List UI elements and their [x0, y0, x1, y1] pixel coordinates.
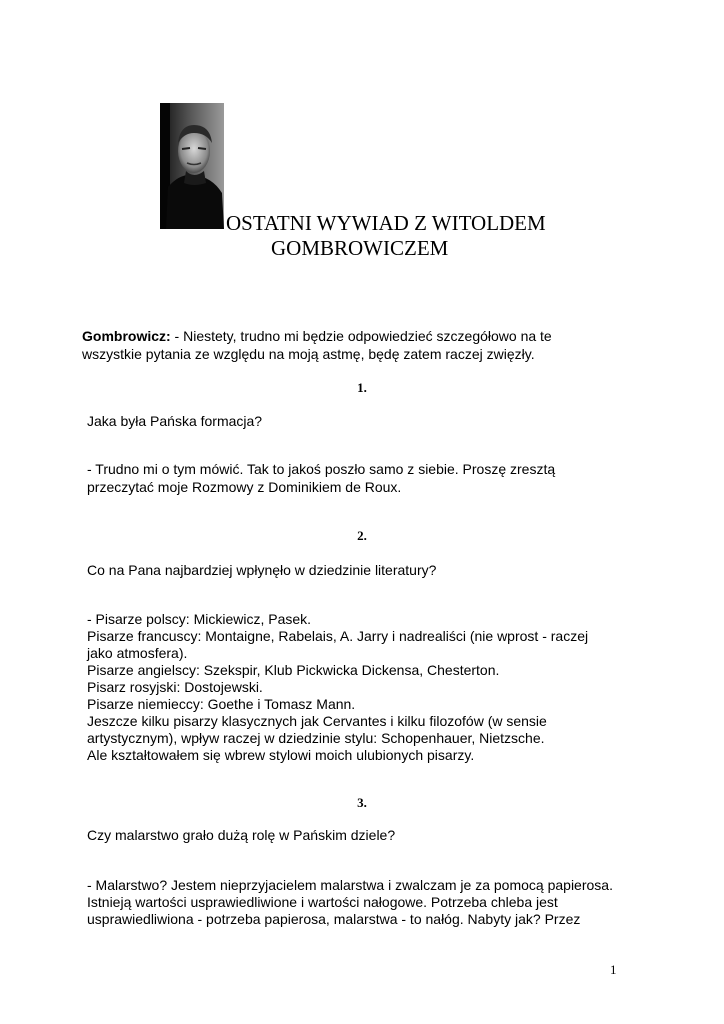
- question-2: Co na Pana najbardziej wpłynęło w dziedzinie literatury?: [87, 562, 437, 578]
- page-number: 1: [610, 962, 617, 977]
- answer-1-line-2: przeczytać moje Rozmowy z Dominikiem de Roux.: [87, 479, 402, 495]
- question-1: Jaka była Pańska formacja?: [87, 413, 263, 429]
- answer-2-line-7: Jeszcze kilku pisarzy klasycznych jak Cervantes i kilku filozofów (w sensie: [87, 713, 547, 729]
- intro-line-1-text: - Niestety, trudno mi będzie odpowiedzieć szczegółowo na te: [170, 328, 552, 344]
- section-number-3: 3.: [357, 795, 367, 810]
- answer-2-line-4: Pisarze angielscy: Szekspir, Klub Pickwicka Dickensa, Chesterton.: [87, 662, 500, 678]
- intro-line-1: [82, 328, 552, 345]
- answer-2-line-9: Ale kształtowałem się wbrew stylowi moich ulubionych pisarzy.: [87, 747, 475, 763]
- answer-2-line-5: Pisarz rosyjski: Dostojewski.: [87, 679, 263, 695]
- author-portrait-photo: [160, 103, 224, 229]
- answer-2-line-6: Pisarze niemieccy: Goethe i Tomasz Mann.: [87, 696, 356, 712]
- answer-2-line-2: Pisarze francuscy: Montaigne, Rabelais, A. Jarry i nadrealiści (nie wprost - raczej: [87, 628, 589, 644]
- answer-3-line-3: usprawiedliwiona - potrzeba papierosa, malarstwa - to nałóg. Nabyty jak? Przez: [87, 911, 581, 927]
- question-3: Czy malarstwo grało dużą rolę w Pańskim dziele?: [87, 827, 396, 843]
- answer-3-line-2: Istnieją wartości usprawiedliwione i wartości nałogowe. Potrzeba chleba jest: [87, 894, 558, 910]
- answer-3-line-1: - Malarstwo? Jestem nieprzyjacielem malarstwa i zwalczam je za pomocą papierosa.: [87, 877, 613, 893]
- intro-line-2: wszystkie pytania ze względu na moją astmę, będę zatem raczej zwięzły.: [82, 346, 535, 362]
- answer-2-line-1: - Pisarze polscy: Mickiewicz, Pasek.: [87, 611, 312, 627]
- speaker-name: Gombrowicz:: [82, 328, 171, 344]
- document-title-line-2: GOMBROWICZEM: [271, 236, 449, 260]
- section-number-2: 2.: [357, 528, 367, 543]
- answer-2-line-8: artystycznym), wpływ raczej w dziedzinie stylu: Schopenhauer, Nietzsche.: [87, 730, 545, 746]
- section-number-1: 1.: [357, 380, 367, 395]
- answer-1-line-1: - Trudno mi o tym mówić. Tak to jakoś poszło samo z siebie. Proszę zresztą: [87, 461, 556, 477]
- document-title-line-1: OSTATNI WYWIAD Z WITOLDEM: [226, 211, 546, 235]
- answer-2-line-3: jako atmosfera).: [87, 645, 188, 661]
